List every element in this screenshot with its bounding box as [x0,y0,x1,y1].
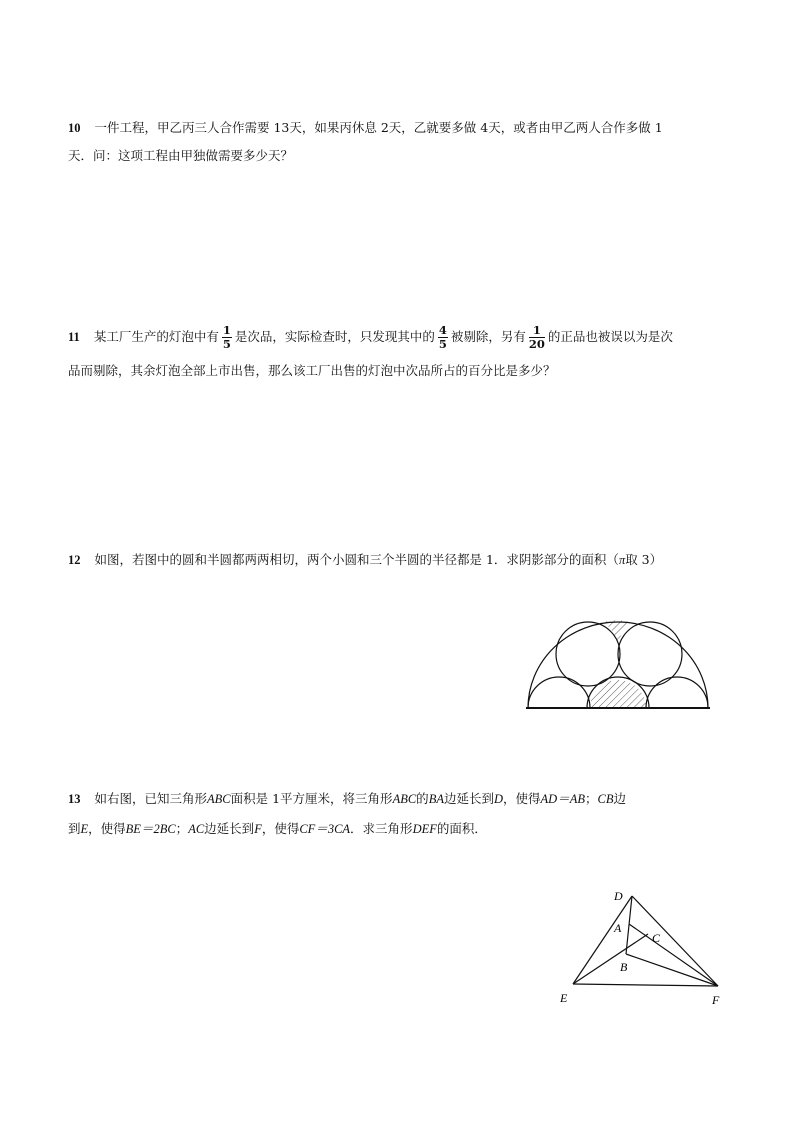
segment-BF [626,954,718,986]
segment-EF [573,984,718,986]
label-C: C [652,931,661,945]
label-A: A [614,921,622,935]
problem-10-line1: 10 一件工程，甲乙丙三人合作需要 13天，如果丙休息 2天，乙就要多做 4天，或者由甲乙两人合作多做 1 [68,120,663,135]
problem-13-line2: 到E，使得BE＝2BC；AC边延长到F，使得CF＝3CA．求三角形DEF的面积． [68,821,487,836]
problem-13-line1: 13 如右图，已知三角形ABC面积是 1平方厘米，将三角形ABC的BA边延长到D，使得AD＝AB；CB边 [68,791,626,806]
problem-11-line1: 11 某工厂生产的灯泡中有 $\frac{1}{5}$ 是次品，实际检查时，只发现其中的 $\frac{4}{5}$ 被剔除，另有 $\frac{1}{20}$ 的正品也被误以为是次 [68,323,673,351]
problem-12-line1: 12 如图，若图中的圆和半圆都两两相切，两个小圆和三个半圆的半径都是 1．求阴影部分的面积（π取 3） [68,552,663,567]
small-semicircle-left [528,677,590,708]
problem-number: 10 [68,121,81,135]
problem-11-line2: 品而剔除，其余灯泡全部上市出售，那么该工厂出售的灯泡中次品所占的百分比是多少？ [68,363,556,378]
problem-11 [68,318,733,386]
fraction-1-20: $\frac{1}{20}$ [528,323,545,351]
figure-12-semicircles [522,614,722,714]
problem-number: 12 [68,553,81,567]
problem-number: 13 [68,792,81,806]
problem-10 [68,114,733,169]
label-E: E [560,991,568,1005]
segment-EC [573,934,648,984]
label-D: D [614,889,623,903]
problem-13 [68,784,733,844]
segment-AF [629,924,718,986]
label-F: F [712,993,720,1007]
fraction-4-5: $\frac{4}{5}$ [438,323,447,351]
circle-left [556,622,620,686]
problem-10-line2: 天．问：这项工程由甲独做需要多少天？ [68,148,294,163]
label-B: B [620,960,628,974]
circle-right [618,622,682,686]
small-semicircle-right [646,677,708,708]
pi-symbol: π [618,553,626,567]
problem-12 [68,546,733,574]
figure-13-triangle [556,886,736,1016]
fraction-1-5: $\frac{1}{5}$ [222,323,231,351]
segment-DF [632,896,718,986]
problem-number: 11 [68,330,80,344]
